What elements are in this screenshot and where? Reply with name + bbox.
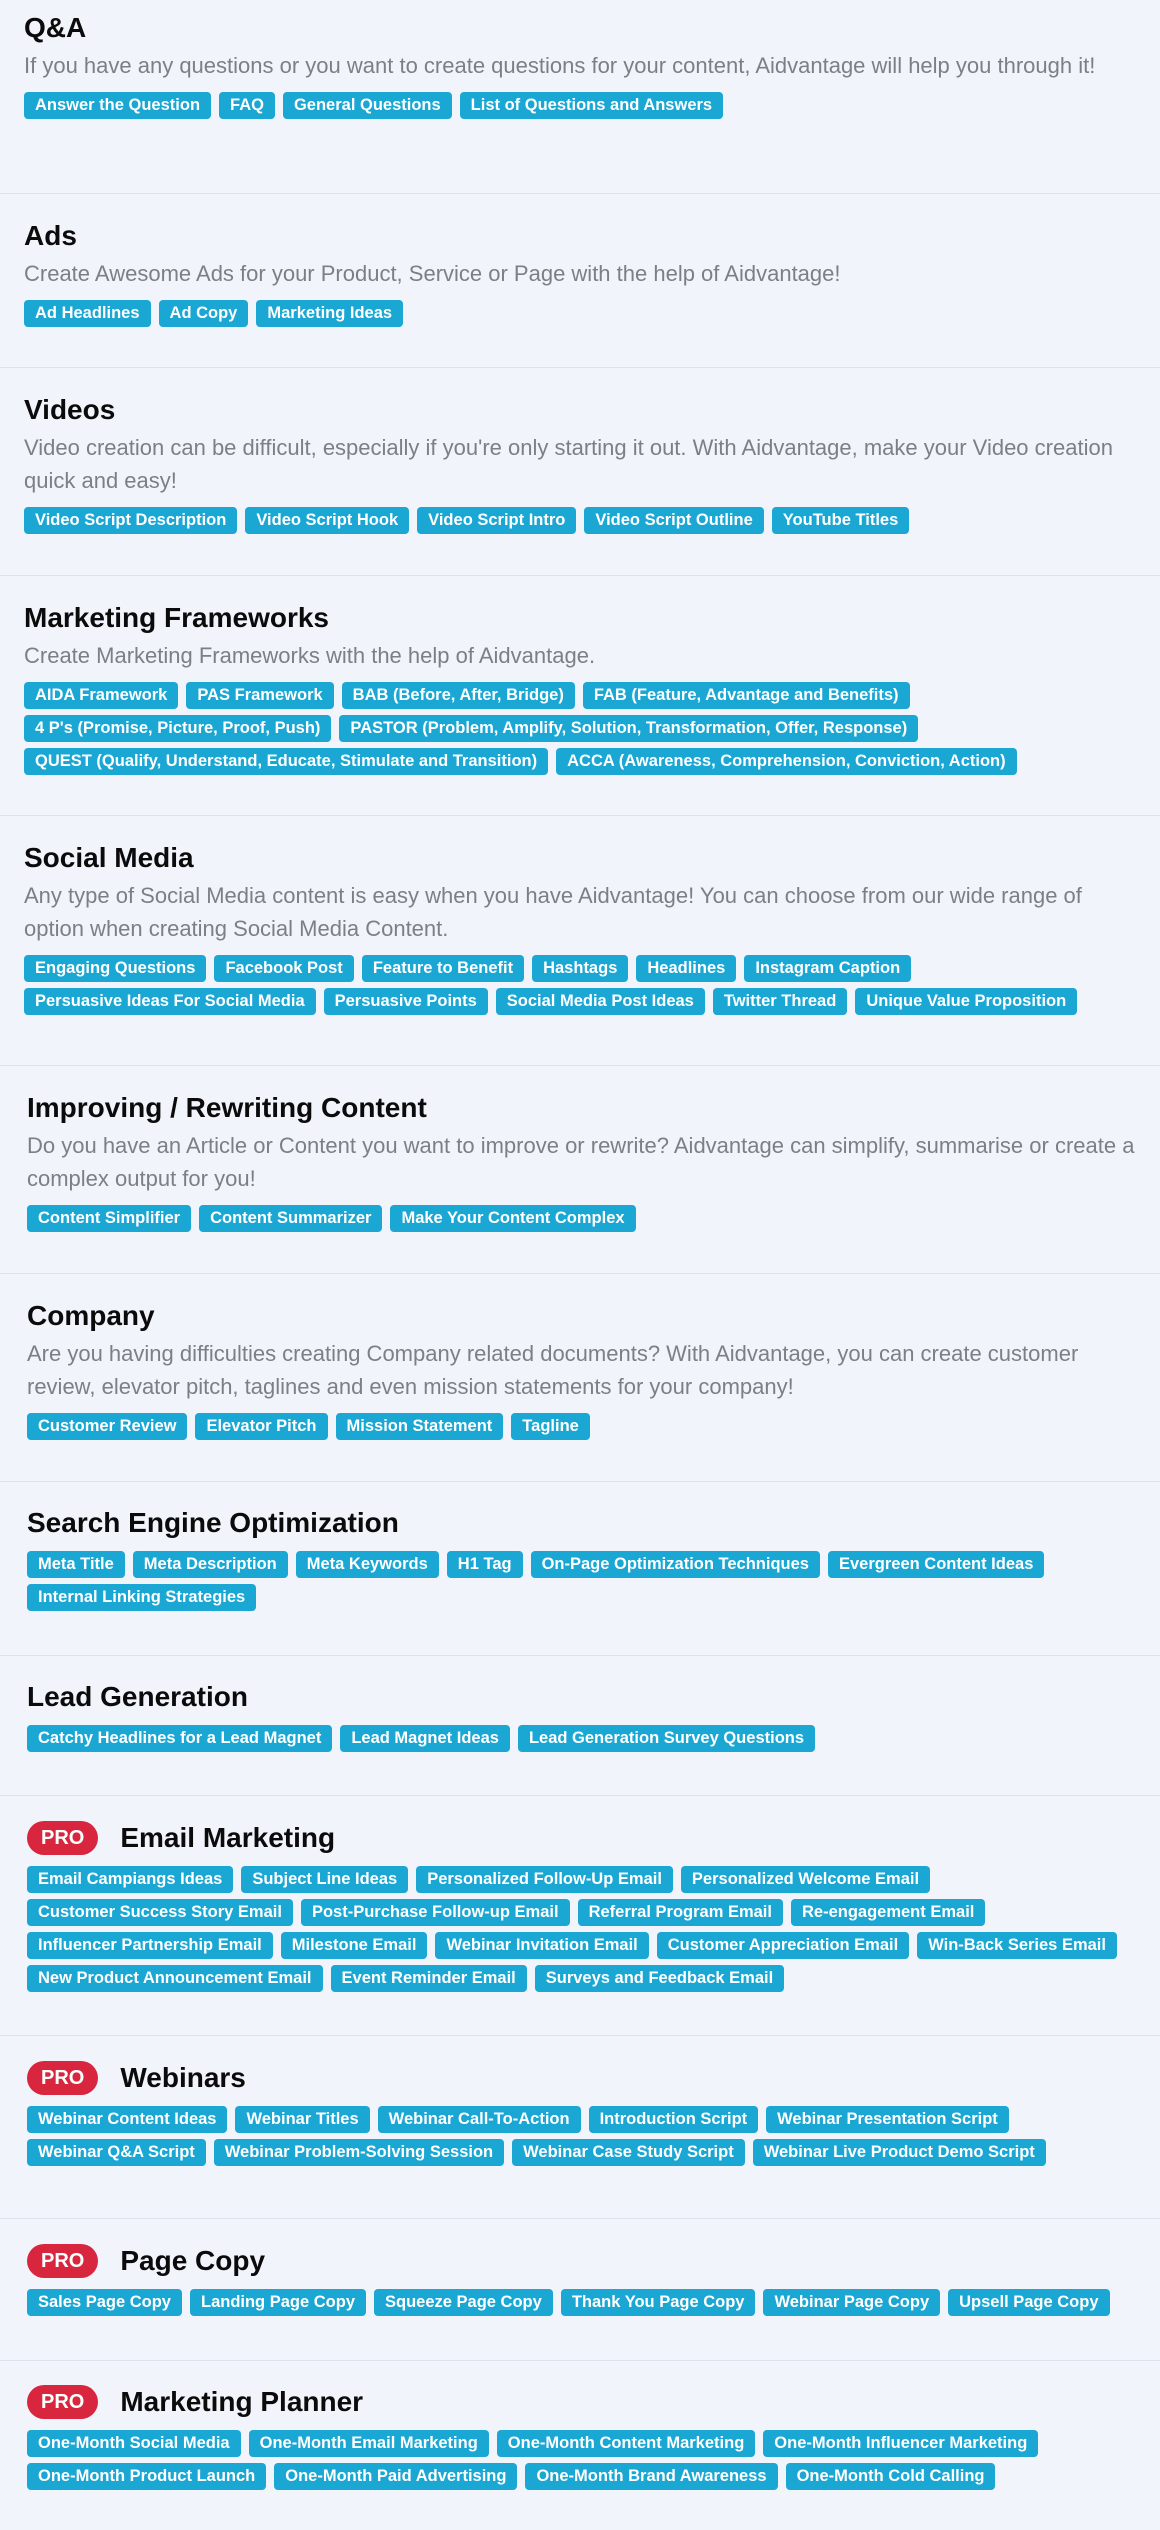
section-title: Ads <box>24 220 77 251</box>
tag-engaging-questions[interactable]: Engaging Questions <box>24 955 206 982</box>
tag-introduction-script[interactable]: Introduction Script <box>589 2106 759 2133</box>
tag-milestone-email[interactable]: Milestone Email <box>281 1932 428 1959</box>
tag-post-purchase-follow-up[interactable]: Post-Purchase Follow-up Email <box>301 1899 570 1926</box>
tag-make-content-complex[interactable]: Make Your Content Complex <box>390 1205 635 1232</box>
tag-list <box>24 955 1136 1021</box>
tag-customer-review[interactable]: Customer Review <box>27 1413 187 1440</box>
section-title: Lead Generation <box>27 1681 248 1712</box>
section-ads <box>0 218 1160 333</box>
tag-influencer-partnership[interactable]: Influencer Partnership Email <box>27 1932 273 1959</box>
section-title: Page Copy <box>120 2245 266 2276</box>
tag-ad-headlines[interactable]: Ad Headlines <box>24 300 151 327</box>
pro-badge: PRO <box>27 2244 98 2278</box>
section-title: Webinars <box>120 2062 246 2093</box>
divider <box>0 1065 1160 1066</box>
divider <box>0 575 1160 576</box>
tag-catchy-headlines[interactable]: Catchy Headlines for a Lead Magnet <box>27 1725 332 1752</box>
section-company <box>0 1298 1160 1446</box>
section-description: Create Awesome Ads for your Product, Service or Page with the help of Aidvantage! <box>24 261 841 286</box>
tag-on-page-optimization[interactable]: On-Page Optimization Techniques <box>531 1551 820 1578</box>
tag-squeeze-page-copy[interactable]: Squeeze Page Copy <box>374 2289 553 2316</box>
tag-webinar-problem-solving[interactable]: Webinar Problem-Solving Session <box>214 2139 504 2166</box>
divider <box>0 1481 1160 1482</box>
section-lead-generation <box>0 1679 1160 1758</box>
tag-referral-program[interactable]: Referral Program Email <box>578 1899 783 1926</box>
tag-instagram-caption[interactable]: Instagram Caption <box>744 955 911 982</box>
section-page-copy <box>0 2243 1160 2322</box>
tag-sales-page-copy[interactable]: Sales Page Copy <box>27 2289 182 2316</box>
tag-personalized-follow-up[interactable]: Personalized Follow-Up Email <box>416 1866 673 1893</box>
tag-personalized-welcome[interactable]: Personalized Welcome Email <box>681 1866 930 1893</box>
divider <box>0 2035 1160 2036</box>
tag-webinar-page-copy[interactable]: Webinar Page Copy <box>763 2289 940 2316</box>
section-title: Social Media <box>24 842 194 873</box>
tag-general-questions[interactable]: General Questions <box>283 92 452 119</box>
tag-upsell-page-copy[interactable]: Upsell Page Copy <box>948 2289 1109 2316</box>
tag-social-media-post-ideas[interactable]: Social Media Post Ideas <box>496 988 705 1015</box>
section-description: Any type of Social Media content is easy when you have Aidvantage! You can choose from our wide range of option when creating Social Media Content. <box>24 883 1082 941</box>
tag-unique-value-proposition[interactable]: Unique Value Proposition <box>855 988 1077 1015</box>
tag-subject-line-ideas[interactable]: Subject Line Ideas <box>241 1866 408 1893</box>
section-title: Improving / Rewriting Content <box>27 1092 427 1123</box>
section-qa <box>0 10 1160 125</box>
tag-landing-page-copy[interactable]: Landing Page Copy <box>190 2289 366 2316</box>
tag-list <box>27 1725 1136 1758</box>
section-title: Company <box>27 1300 155 1331</box>
tag-one-month-brand-awareness[interactable]: One-Month Brand Awareness <box>525 2463 777 2490</box>
tag-customer-success-story[interactable]: Customer Success Story Email <box>27 1899 293 1926</box>
tag-webinar-titles[interactable]: Webinar Titles <box>235 2106 369 2133</box>
tag-webinar-case-study[interactable]: Webinar Case Study Script <box>512 2139 745 2166</box>
section-description: Video creation can be difficult, especially if you're only starting it out. With Aidvantage, make your Video creation quick and easy! <box>24 435 1113 493</box>
tag-meta-description[interactable]: Meta Description <box>133 1551 288 1578</box>
tag-feature-to-benefit[interactable]: Feature to Benefit <box>362 955 524 982</box>
tag-4ps[interactable]: 4 P's (Promise, Picture, Proof, Push) <box>24 715 331 742</box>
tag-acca[interactable]: ACCA (Awareness, Comprehension, Conviction, Action) <box>556 748 1017 775</box>
tag-lead-gen-survey[interactable]: Lead Generation Survey Questions <box>518 1725 815 1752</box>
tag-list <box>27 2106 1136 2172</box>
tag-one-month-paid-advertising[interactable]: One-Month Paid Advertising <box>274 2463 517 2490</box>
pro-badge: PRO <box>27 1821 98 1855</box>
tag-list <box>27 2430 1136 2496</box>
section-description: Are you having difficulties creating Company related documents? With Aidvantage, you can create customer review, elevator pitch, taglines and even mission statements for your company! <box>27 1341 1079 1399</box>
tag-list <box>24 507 1136 540</box>
tag-one-month-content-marketing[interactable]: One-Month Content Marketing <box>497 2430 755 2457</box>
tag-customer-appreciation[interactable]: Customer Appreciation Email <box>657 1932 909 1959</box>
tag-bab[interactable]: BAB (Before, After, Bridge) <box>342 682 575 709</box>
tag-meta-title[interactable]: Meta Title <box>27 1551 125 1578</box>
section-email-marketing <box>0 1820 1160 1998</box>
tag-video-script-intro[interactable]: Video Script Intro <box>417 507 576 534</box>
divider <box>0 193 1160 194</box>
tag-list <box>27 1866 1136 1998</box>
tag-one-month-influencer-marketing[interactable]: One-Month Influencer Marketing <box>763 2430 1038 2457</box>
tag-fab[interactable]: FAB (Feature, Advantage and Benefits) <box>583 682 910 709</box>
section-title: Marketing Frameworks <box>24 602 329 633</box>
section-title: Q&A <box>24 12 87 43</box>
tag-internal-linking[interactable]: Internal Linking Strategies <box>27 1584 256 1611</box>
tag-win-back-series[interactable]: Win-Back Series Email <box>917 1932 1117 1959</box>
divider <box>0 1273 1160 1274</box>
tag-quest[interactable]: QUEST (Qualify, Understand, Educate, Stimulate and Transition) <box>24 748 548 775</box>
divider <box>0 367 1160 368</box>
section-webinars <box>0 2060 1160 2172</box>
divider <box>0 1655 1160 1656</box>
section-marketing-planner <box>0 2384 1160 2496</box>
section-improving-content <box>0 1090 1160 1238</box>
section-social-media <box>0 840 1160 1021</box>
tag-video-script-hook[interactable]: Video Script Hook <box>245 507 409 534</box>
section-videos <box>0 392 1160 540</box>
tag-lead-magnet-ideas[interactable]: Lead Magnet Ideas <box>340 1725 510 1752</box>
tag-webinar-qa-script[interactable]: Webinar Q&A Script <box>27 2139 206 2166</box>
tag-ad-copy[interactable]: Ad Copy <box>159 300 249 327</box>
tag-new-product-announcement[interactable]: New Product Announcement Email <box>27 1965 323 1992</box>
section-title: Search Engine Optimization <box>27 1507 399 1538</box>
tag-faq[interactable]: FAQ <box>219 92 275 119</box>
tag-re-engagement[interactable]: Re-engagement Email <box>791 1899 985 1926</box>
pro-badge: PRO <box>27 2061 98 2095</box>
divider <box>0 1795 1160 1796</box>
tag-list <box>24 682 1136 781</box>
tag-answer-the-question[interactable]: Answer the Question <box>24 92 211 119</box>
tag-evergreen-content-ideas[interactable]: Evergreen Content Ideas <box>828 1551 1044 1578</box>
section-title: Marketing Planner <box>120 2386 364 2417</box>
tag-elevator-pitch[interactable]: Elevator Pitch <box>195 1413 327 1440</box>
tag-facebook-post[interactable]: Facebook Post <box>214 955 353 982</box>
tag-hashtags[interactable]: Hashtags <box>532 955 628 982</box>
divider <box>0 2360 1160 2361</box>
divider <box>0 2218 1160 2219</box>
tag-email-campaigns-ideas[interactable]: Email Campiangs Ideas <box>27 1866 233 1893</box>
tag-list <box>24 300 1136 333</box>
section-description: Do you have an Article or Content you want to improve or rewrite? Aidvantage can simplify, summarise or create a complex output for you! <box>27 1133 1135 1191</box>
tag-marketing-ideas[interactable]: Marketing Ideas <box>256 300 403 327</box>
tag-twitter-thread[interactable]: Twitter Thread <box>713 988 847 1015</box>
tag-list <box>24 92 1136 125</box>
tag-pas-framework[interactable]: PAS Framework <box>186 682 333 709</box>
tag-video-script-description[interactable]: Video Script Description <box>24 507 237 534</box>
section-seo <box>0 1505 1160 1617</box>
tag-meta-keywords[interactable]: Meta Keywords <box>296 1551 439 1578</box>
tag-list <box>27 1413 1136 1446</box>
divider <box>0 815 1160 816</box>
section-title: Videos <box>24 394 116 425</box>
tag-list <box>27 2289 1136 2322</box>
tag-event-reminder[interactable]: Event Reminder Email <box>331 1965 527 1992</box>
tag-h1-tag[interactable]: H1 Tag <box>447 1551 523 1578</box>
tag-video-script-outline[interactable]: Video Script Outline <box>584 507 763 534</box>
tag-list <box>27 1205 1136 1238</box>
tag-surveys-feedback[interactable]: Surveys and Feedback Email <box>535 1965 784 1992</box>
pro-badge: PRO <box>27 2385 98 2419</box>
section-title: Email Marketing <box>120 1822 336 1853</box>
tag-one-month-social-media[interactable]: One-Month Social Media <box>27 2430 241 2457</box>
tag-tagline[interactable]: Tagline <box>511 1413 590 1440</box>
tag-headlines[interactable]: Headlines <box>636 955 736 982</box>
section-description: Create Marketing Frameworks with the help of Aidvantage. <box>24 643 596 668</box>
tag-pastor[interactable]: PASTOR (Problem, Amplify, Solution, Transformation, Offer, Response) <box>339 715 918 742</box>
section-marketing-frameworks <box>0 600 1160 781</box>
tag-persuasive-points[interactable]: Persuasive Points <box>324 988 488 1015</box>
tag-aida-framework[interactable]: AIDA Framework <box>24 682 178 709</box>
tag-webinar-content-ideas[interactable]: Webinar Content Ideas <box>27 2106 227 2133</box>
tag-webinar-invitation[interactable]: Webinar Invitation Email <box>435 1932 648 1959</box>
tag-thank-you-page-copy[interactable]: Thank You Page Copy <box>561 2289 756 2316</box>
tag-mission-statement[interactable]: Mission Statement <box>336 1413 504 1440</box>
tag-one-month-email-marketing[interactable]: One-Month Email Marketing <box>249 2430 489 2457</box>
tag-webinar-presentation-script[interactable]: Webinar Presentation Script <box>766 2106 1009 2133</box>
tag-one-month-product-launch[interactable]: One-Month Product Launch <box>27 2463 266 2490</box>
tag-list <box>27 1551 1136 1617</box>
tag-one-month-cold-calling[interactable]: One-Month Cold Calling <box>786 2463 996 2490</box>
tag-content-simplifier[interactable]: Content Simplifier <box>27 1205 191 1232</box>
tag-content-summarizer[interactable]: Content Summarizer <box>199 1205 382 1232</box>
tag-webinar-cta[interactable]: Webinar Call-To-Action <box>378 2106 581 2133</box>
section-description: If you have any questions or you want to create questions for your content, Aidvantage will help you through it! <box>24 53 1096 78</box>
tag-webinar-live-demo[interactable]: Webinar Live Product Demo Script <box>753 2139 1046 2166</box>
tag-list-of-questions-and-answers[interactable]: List of Questions and Answers <box>460 92 723 119</box>
tag-youtube-titles[interactable]: YouTube Titles <box>772 507 910 534</box>
tag-persuasive-ideas[interactable]: Persuasive Ideas For Social Media <box>24 988 316 1015</box>
